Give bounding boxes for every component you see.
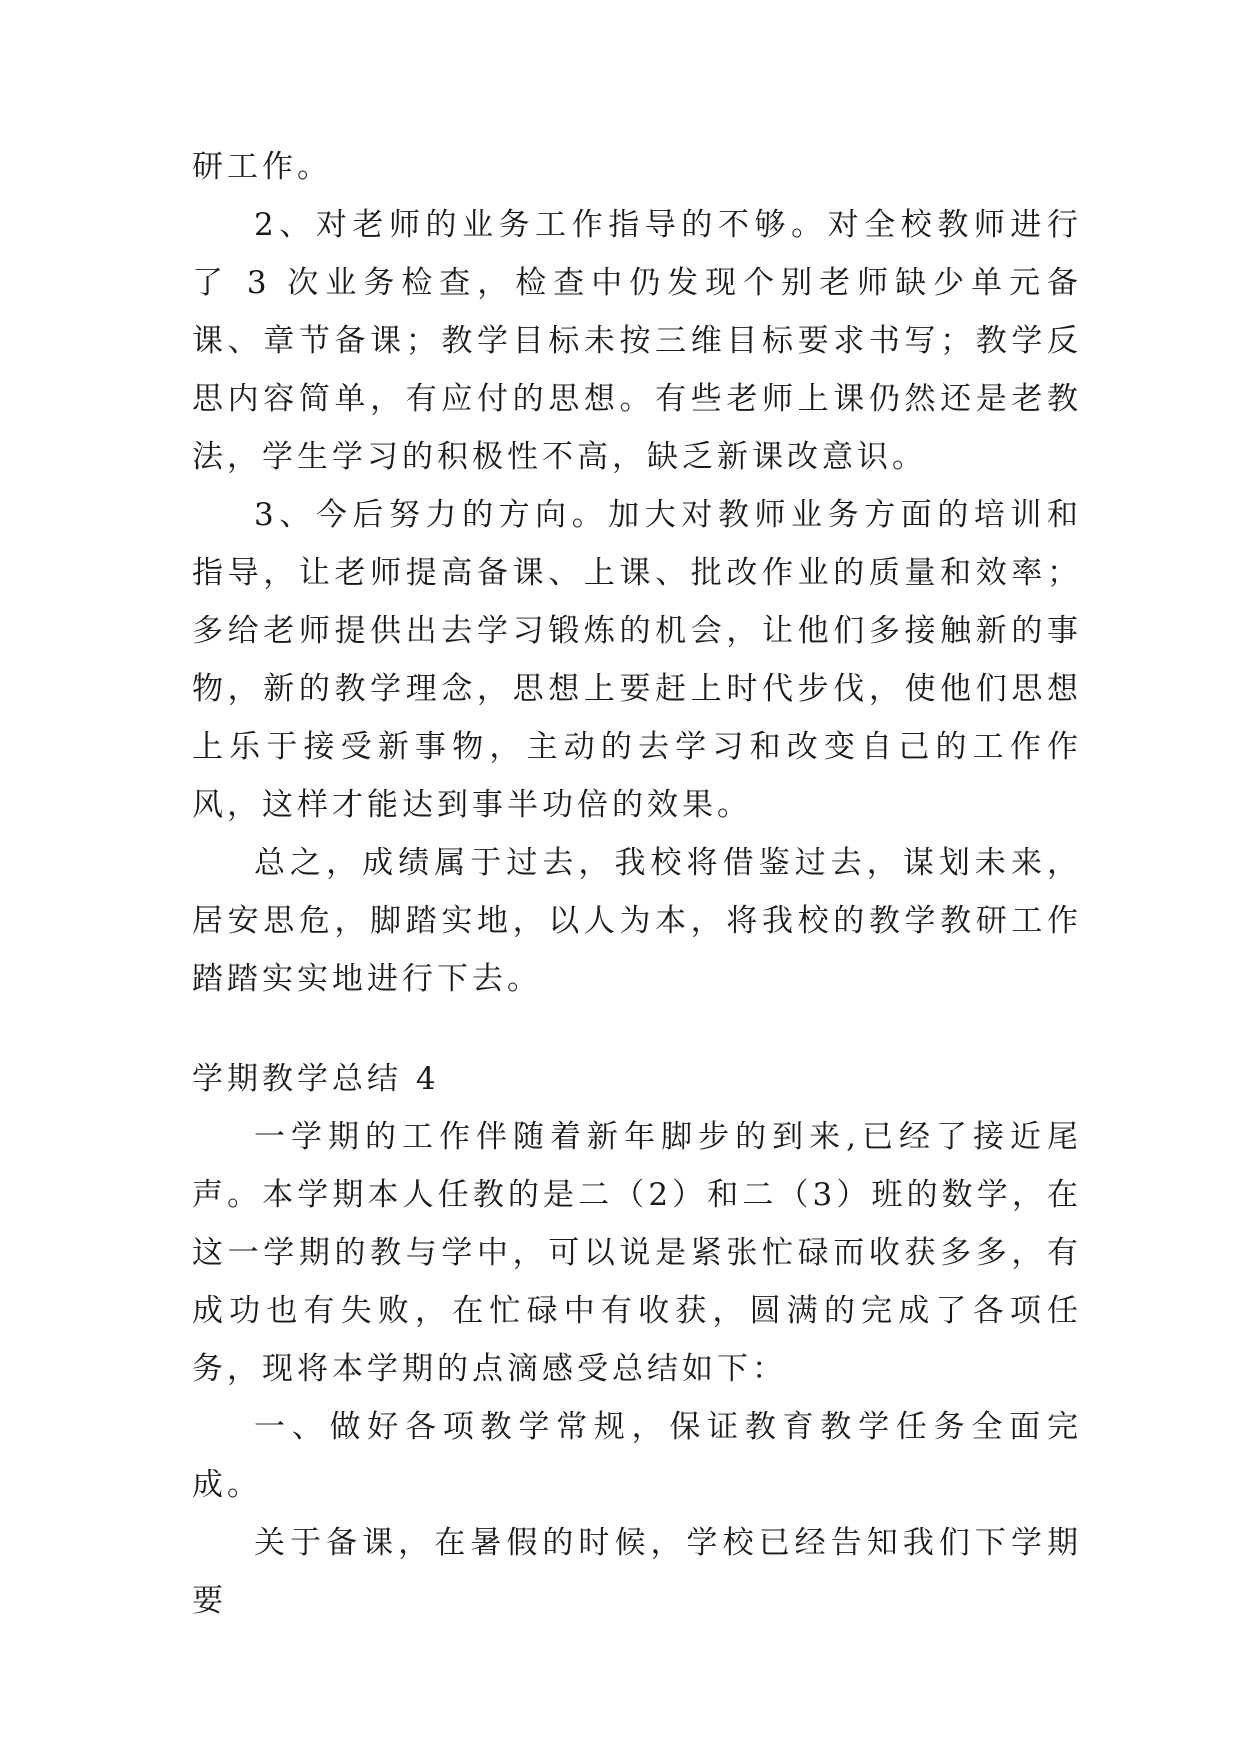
paragraph-item-2: 2、对老师的业务工作指导的不够。对全校教师进行了 3 次业务检查，检查中仍发现个别老师缺少单元备课、章节备课；教学目标未按三维目标要求书写；教学反思内容简单，有应付的思想。有些老师上课仍然还是老教法，学生学习的积极性不高，缺乏新课改意识。 xyxy=(192,207,1082,475)
paragraph-conclusion: 总之，成绩属于过去，我校将借鉴过去，谋划未来，居安思危，脚踏实地，以人为本，将我校的教学教研工作踏踏实实地进行下去。 xyxy=(192,845,1082,997)
paragraph-item-3: 3、今后努力的方向。加大对教师业务方面的培训和指导，让老师提高备课、上课、批改作业的质量和效率；多给老师提供出去学习锻炼的机会，让他们多接触新的事物，新的教学理念，思想上要赶上时代步伐，使他们思想上乐于接受新事物，主动的去学习和改变自己的工作作风，这样才能达到事半功倍的效果。 xyxy=(192,497,1082,823)
section-heading: 学期教学总结 4 xyxy=(192,1061,440,1097)
paragraph-continuation: 研工作。 xyxy=(192,149,332,185)
paragraph-intro: 一学期的工作伴随着新年脚步的到来,已经了接近尾声。本学期本人任教的是二（2）和二（3）班的数学，在这一学期的教与学中，可以说是紧张忙碌而收获多多，有成功也有失败，在忙碌中有收获，圆满的完成了各项任务，现将本学期的点滴感受总结如下： xyxy=(192,1119,1082,1387)
bottom-section xyxy=(192,1050,1082,1630)
paragraph-point-1: 一、做好各项教学常规，保证教育教学任务全面完成。 xyxy=(192,1409,1082,1503)
top-section xyxy=(192,138,1082,1008)
paragraph-lesson-prep: 关于备课，在暑假的时候，学校已经告知我们下学期要 xyxy=(192,1525,1082,1619)
